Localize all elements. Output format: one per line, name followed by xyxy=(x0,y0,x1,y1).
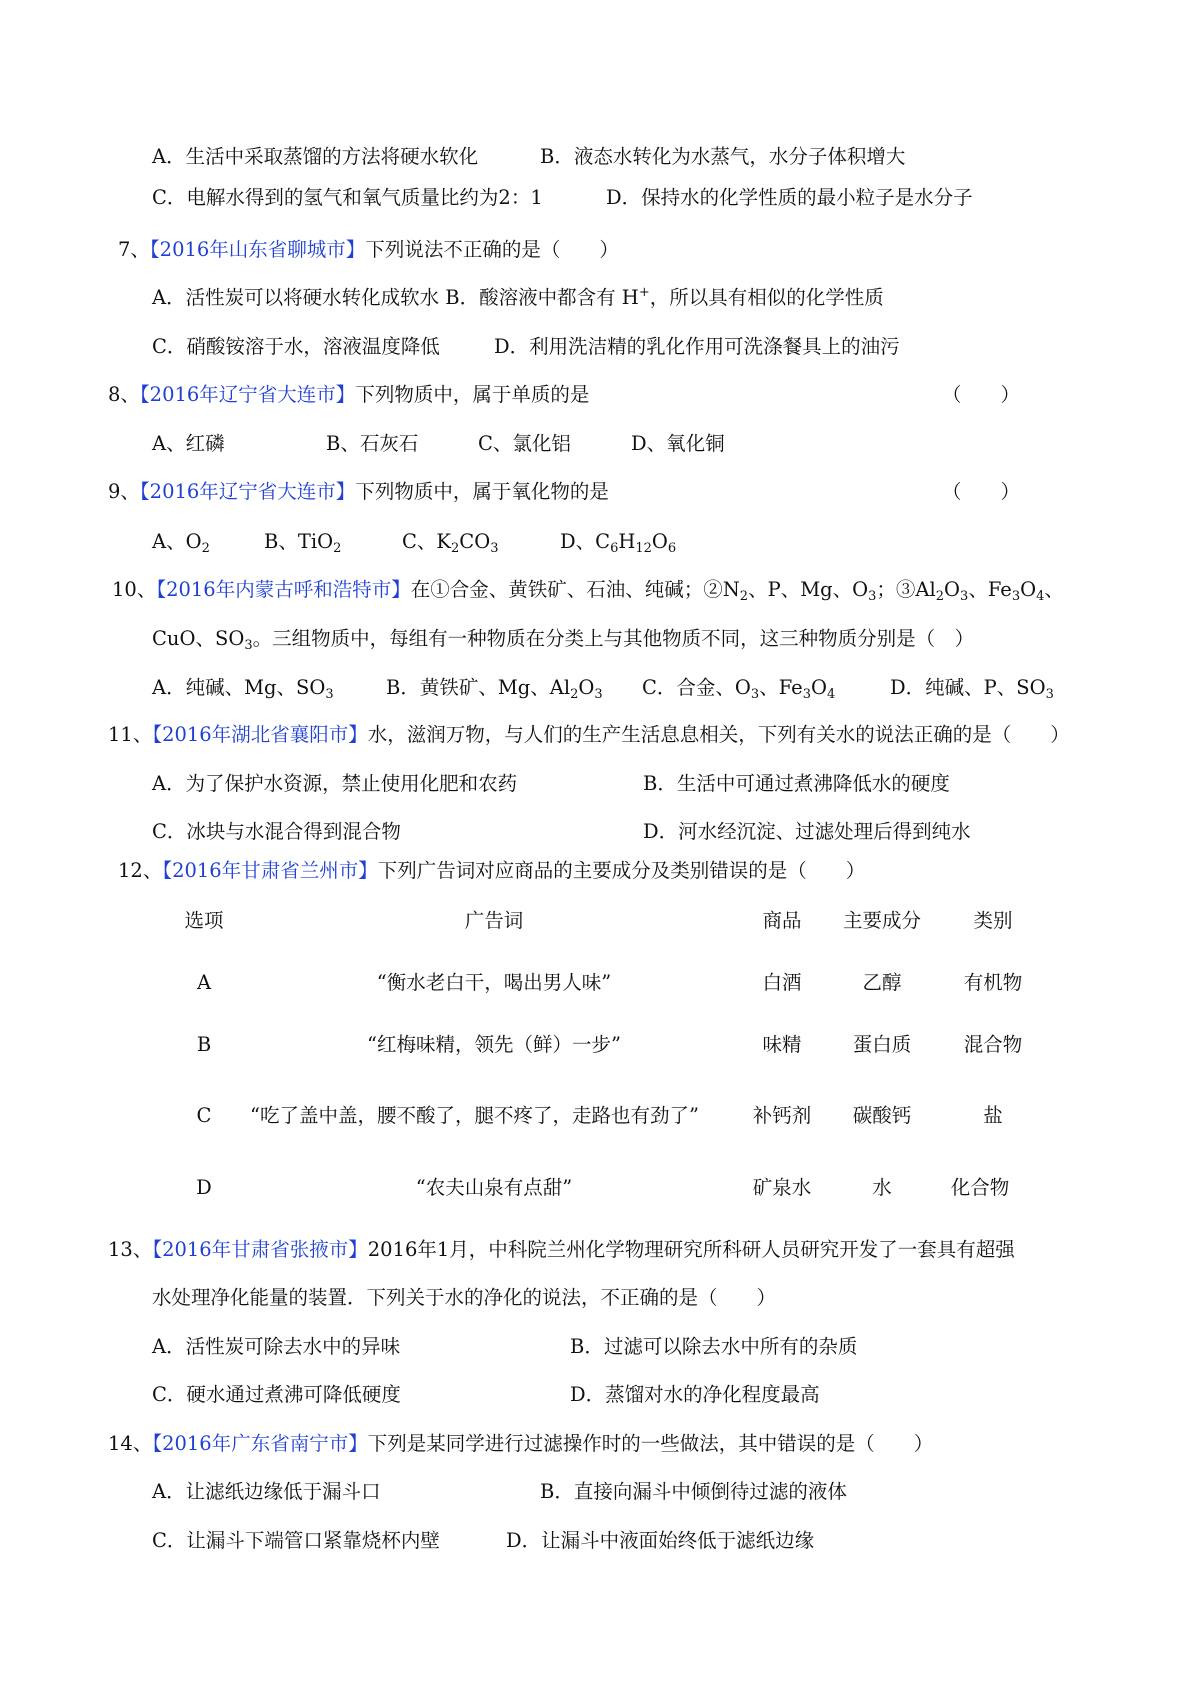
q8-option-a: A、红磷 xyxy=(152,432,225,455)
table-cell: 碳酸钙 xyxy=(852,1104,912,1127)
question-source: 【2016年湖北省襄阳市】 xyxy=(152,723,368,746)
question-12-stem: 12、【2016年甘肃省兰州市】下列广告词对应商品的主要成分及类别错误的是（ ） xyxy=(118,859,866,882)
q9-option-d: D、$C_6H_{12}O_6$ xyxy=(560,530,677,556)
q13-option-c: C．硬水通过煮沸可降低硬度 xyxy=(152,1383,401,1406)
table-cell: 补钙剂 xyxy=(752,1104,812,1127)
question-source: 【2016年广东省南宁市】 xyxy=(152,1432,368,1455)
question-number: 7、 xyxy=(118,238,150,261)
question-13-stem-line2: 水处理净化能量的装置．下列关于水的净化的说法，不正确的是（ ） xyxy=(152,1286,777,1309)
table-header: 商品 xyxy=(762,909,802,932)
table-cell: “衡水老白干，喝出男人味” xyxy=(376,971,612,994)
q6-option-a: A．生活中采取蒸馏的方法将硬水软化 xyxy=(152,145,479,168)
table-header: 类别 xyxy=(973,909,1013,932)
question-11-stem: 11、【2016年湖北省襄阳市】水，滋润万物，与人们的生产生活息息相关，下列有关水的说法正确的是（ ） xyxy=(108,723,1070,746)
table-cell: 白酒 xyxy=(762,971,802,994)
q9-option-b: B、TiO$_2$ xyxy=(264,530,342,556)
question-source: 【2016年甘肃省张掖市】 xyxy=(152,1238,368,1261)
q14-option-c: C．让漏斗下端管口紧靠烧杯内壁 xyxy=(152,1529,440,1552)
table-cell: 混合物 xyxy=(963,1033,1023,1056)
question-source: 【2016年内蒙古呼和浩特市】 xyxy=(156,578,411,601)
q7-option-d: D．利用洗洁精的乳化作用可洗涤餐具上的油污 xyxy=(494,335,900,358)
table-cell: 蛋白质 xyxy=(852,1033,912,1056)
q9-option-c: C、$K_2CO_3$ xyxy=(402,530,499,556)
q11-option-c: C．冰块与水混合得到混合物 xyxy=(152,820,401,843)
question-source: 【2016年辽宁省大连市】 xyxy=(139,383,356,406)
table-cell: 味精 xyxy=(762,1033,802,1056)
q10-option-a: A．纯碱、Mg、$SO_3$ xyxy=(152,676,334,702)
q11-option-b: B．生活中可通过煮沸降低水的硬度 xyxy=(643,772,950,795)
table-cell: 水 xyxy=(872,1176,892,1199)
question-10-stem: 10、【2016年内蒙古呼和浩特市】在①合金、黄铁矿、石油、纯碱；$②N_2$、P、Mg、$O_3$；$③Al_2O_3$、$Fe_3O_4$、 xyxy=(112,578,1064,604)
q14-option-b: B．直接向漏斗中倾倒待过滤的液体 xyxy=(540,1480,847,1503)
q14-option-a: A．让滤纸边缘低于漏斗口 xyxy=(152,1480,381,1503)
table-cell: “农夫山泉有点甜” xyxy=(415,1176,573,1199)
question-source: 【2016年甘肃省兰州市】 xyxy=(162,859,378,882)
q10-option-c: C．合金、$O_3$、$Fe_3O_4$ xyxy=(642,676,836,702)
question-source: 【2016年山东省聊城市】 xyxy=(149,238,366,261)
question-8-stem: 8、【2016年辽宁省大连市】下列物质中，属于单质的是 xyxy=(108,383,590,406)
table-cell: 盐 xyxy=(983,1104,1003,1127)
question-text: 下列说法不正确的是（ ） xyxy=(365,238,619,261)
question-14-stem: 14、【2016年广东省南宁市】下列是某同学进行过滤操作时的一些做法，其中错误的是（ ） xyxy=(108,1432,934,1455)
q11-option-a: A．为了保护水资源，禁止使用化肥和农药 xyxy=(152,772,518,795)
q9-option-a: A、$O_2$ xyxy=(152,530,210,556)
table-header: 主要成分 xyxy=(842,909,922,932)
q6-option-d: D．保持水的化学性质的最小粒子是水分子 xyxy=(606,186,973,209)
q11-option-d: D．河水经沉淀、过滤处理后得到纯水 xyxy=(643,820,971,843)
q8-option-d: D、氧化铜 xyxy=(631,432,725,455)
q8-answer-bracket: （ ） xyxy=(942,383,1021,406)
q10-option-d: D．纯碱、P、$SO_3$ xyxy=(890,676,1054,702)
q9-answer-bracket: （ ） xyxy=(942,480,1021,503)
q14-option-d: D．让漏斗中液面始终低于滤纸边缘 xyxy=(506,1529,815,1552)
q6-option-c: C．电解水得到的氢气和氧气质量比约为2：1 xyxy=(152,186,543,209)
q10-option-b: B．黄铁矿、Mg、$Al_2O_3$ xyxy=(386,676,603,702)
table-cell: 矿泉水 xyxy=(752,1176,812,1199)
table-cell: 有机物 xyxy=(963,971,1023,994)
table-cell: D xyxy=(196,1176,212,1199)
question-10-stem-line2: CuO、$SO_3$。三组物质中，每组有一种物质在分类上与其他物质不同，这三种物质分别是（ ） xyxy=(152,627,975,653)
q13-option-a: A．活性炭可除去水中的异味 xyxy=(152,1335,401,1358)
table-cell: B xyxy=(196,1033,212,1056)
q7-option-c: C．硝酸铵溶于水，溶液温度降低 xyxy=(152,335,440,358)
q6-option-b: B．液态水转化为水蒸气，水分子体积增大 xyxy=(540,145,906,168)
question-9-stem: 9、【2016年辽宁省大连市】下列物质中，属于氧化物的是 xyxy=(108,480,609,503)
table-cell: C xyxy=(196,1104,212,1127)
table-cell: A xyxy=(196,971,212,994)
question-7-stem xyxy=(118,236,619,264)
table-cell: “吃了盖中盖，腰不酸了，腿不疼了，走路也有劲了” xyxy=(250,1104,699,1127)
q7-option-a-b: A．活性炭可以将硬水转化成软水 B．酸溶液中都含有 H+，所以具有相似的化学性质 xyxy=(152,285,884,309)
q8-option-b: B、石灰石 xyxy=(326,432,419,455)
table-header: 选项 xyxy=(184,909,224,932)
table-cell: 化合物 xyxy=(950,1176,1010,1199)
q8-option-c: C、氯化铝 xyxy=(478,432,571,455)
question-source: 【2016年辽宁省大连市】 xyxy=(139,480,356,503)
q13-option-b: B．过滤可以除去水中所有的杂质 xyxy=(570,1335,858,1358)
table-header: 广告词 xyxy=(464,909,524,932)
table-cell: “红梅味精，领先（鲜）一步” xyxy=(367,1033,621,1056)
table-cell: 乙醇 xyxy=(862,971,902,994)
question-13-stem: 13、【2016年甘肃省张掖市】2016年1月，中科院兰州化学物理研究所科研人员研究开发了一套具有超强 xyxy=(108,1238,1015,1261)
q13-option-d: D．蒸馏对水的净化程度最高 xyxy=(570,1383,820,1406)
